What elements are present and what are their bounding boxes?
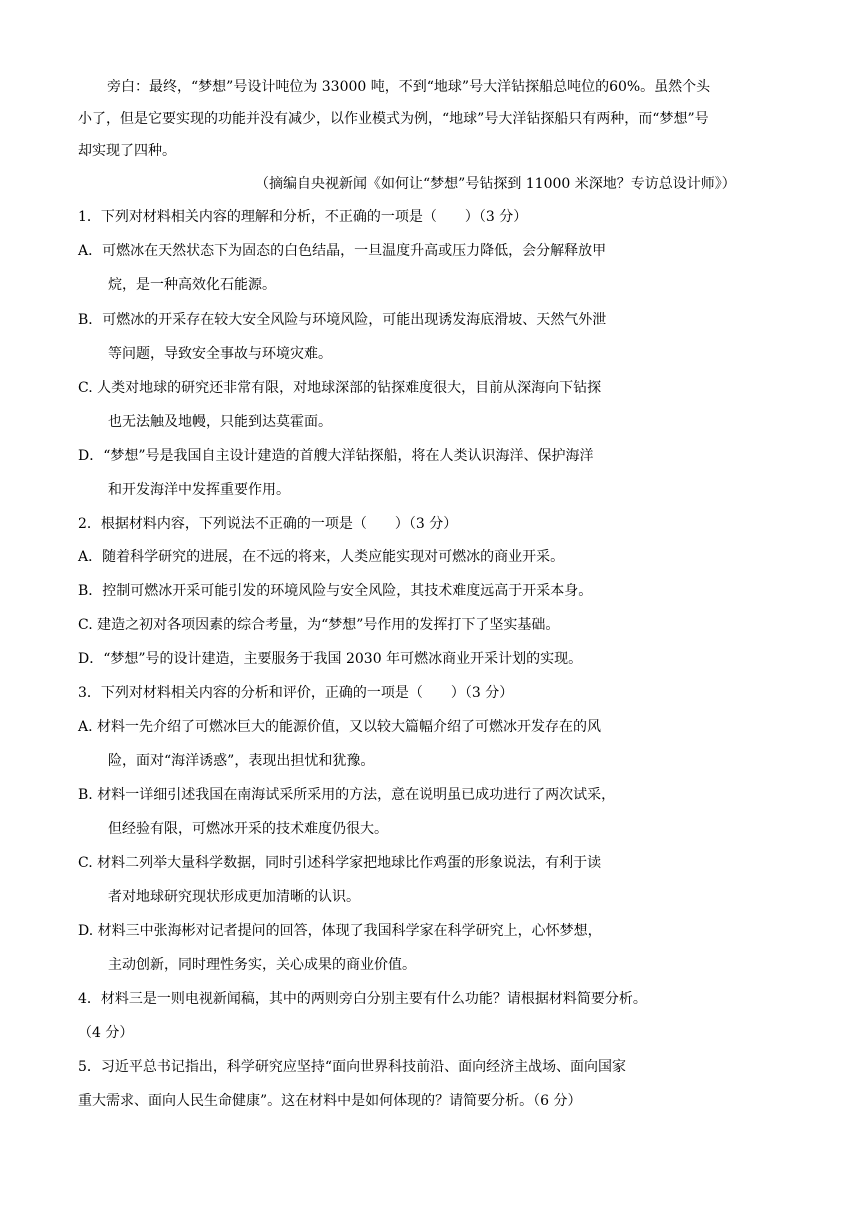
- source-citation: （摘编自央视新闻《如何让“梦想”号钻探到 11000 米深地？专访总设计师》）: [255, 176, 736, 192]
- q5-line-1: 5．习近平总书记指出，科学研究应坚持“面向世界科技前沿、面向经济主战场、面向国家: [78, 1059, 627, 1075]
- q3-stem: 3．下列对材料相关内容的分析和评价，正确的一项是（ ）（3 分）: [78, 685, 514, 701]
- q2-option-a: A．随着科学研究的进展，在不远的将来，人类应能实现对可燃冰的商业开采。: [78, 549, 565, 565]
- q2-stem: 2．根据材料内容，下列说法不正确的一项是（ ）（3 分）: [78, 516, 458, 532]
- q1-stem: 1．下列对材料相关内容的理解和分析，不正确的一项是（ ）（3 分）: [78, 209, 528, 225]
- q1-option-d-line-1: D．“梦想”号是我国自主设计建造的首艘大洋钻探船，将在人类认识海洋、保护海洋: [78, 448, 594, 464]
- q3-option-c-line-2: 者对地球研究现状形成更加清晰的认识。: [108, 889, 360, 905]
- q1-option-a-line-2: 烷，是一种高效化石能源。: [108, 277, 276, 293]
- intro-line-3: 却实现了四种。: [78, 143, 176, 159]
- q2-option-b: B．控制可燃冰开采可能引发的环境风险与安全风险，其技术难度远高于开采本身。: [78, 583, 593, 599]
- q1-option-c-line-1: C. 人类对地球的研究还非常有限，对地球深部的钻探难度很大，目前从深海向下钻探: [78, 380, 602, 396]
- q3-option-c-line-1: C. 材料二列举大量科学数据，同时引述科学家把地球比作鸡蛋的形象说法，有利于读: [78, 855, 602, 871]
- q3-option-d-line-2: 主动创新，同时理性务实，关心成果的商业价值。: [108, 957, 416, 973]
- q4-line-1: 4．材料三是一则电视新闻稿，其中的两则旁白分别主要有什么功能？请根据材料简要分析。: [78, 991, 647, 1007]
- q3-option-b-line-1: B. 材料一详细引述我国在南海试采所采用的方法，意在说明虽已成功进行了两次试采，: [78, 787, 616, 803]
- q1-option-d-line-2: 和开发海洋中发挥重要作用。: [108, 482, 290, 498]
- q4-line-2: （4 分）: [78, 1025, 134, 1041]
- q3-option-d-line-1: D. 材料三中张海彬对记者提问的回答，体现了我国科学家在科学研究上，心怀梦想，: [78, 923, 602, 939]
- q1-option-a-line-1: A．可燃冰在天然状态下为固态的白色结晶，一旦温度升高或压力降低，会分解释放甲: [78, 243, 607, 259]
- intro-line-2: 小了，但是它要实现的功能并没有减少，以作业模式为例，“地球”号大洋钻探船只有两种，而“梦想”号: [78, 111, 709, 127]
- q3-option-a-line-1: A. 材料一先介绍了可燃冰巨大的能源价值，又以较大篇幅介绍了可燃冰开发存在的风: [78, 719, 602, 735]
- intro-line-1: 旁白：最终，“梦想”号设计吨位为 33000 吨，不到“地球”号大洋钻探船总吨位的60%。虽然个头: [107, 79, 711, 95]
- q5-line-2: 重大需求、面向人民生命健康”。这在材料中是如何体现的？请简要分析。（6 分）: [78, 1093, 582, 1109]
- q1-option-c-line-2: 也无法触及地幔，只能到达莫霍面。: [108, 414, 332, 430]
- q1-option-b-line-1: B．可燃冰的开采存在较大安全风险与环境风险，可能出现诱发海底滑坡、天然气外泄: [78, 312, 607, 328]
- q2-option-d: D．“梦想”号的设计建造，主要服务于我国 2030 年可燃冰商业开采计划的实现。: [78, 651, 583, 667]
- q3-option-b-line-2: 但经验有限，可燃冰开采的技术难度仍很大。: [108, 821, 388, 837]
- q1-option-b-line-2: 等问题，导致安全事故与环境灾难。: [108, 346, 332, 362]
- q2-option-c: C. 建造之初对各项因素的综合考量，为“梦想”号作用的发挥打下了坚实基础。: [78, 617, 560, 633]
- q3-option-a-line-2: 险，面对“海洋诱惑”，表现出担忧和犹豫。: [108, 753, 375, 769]
